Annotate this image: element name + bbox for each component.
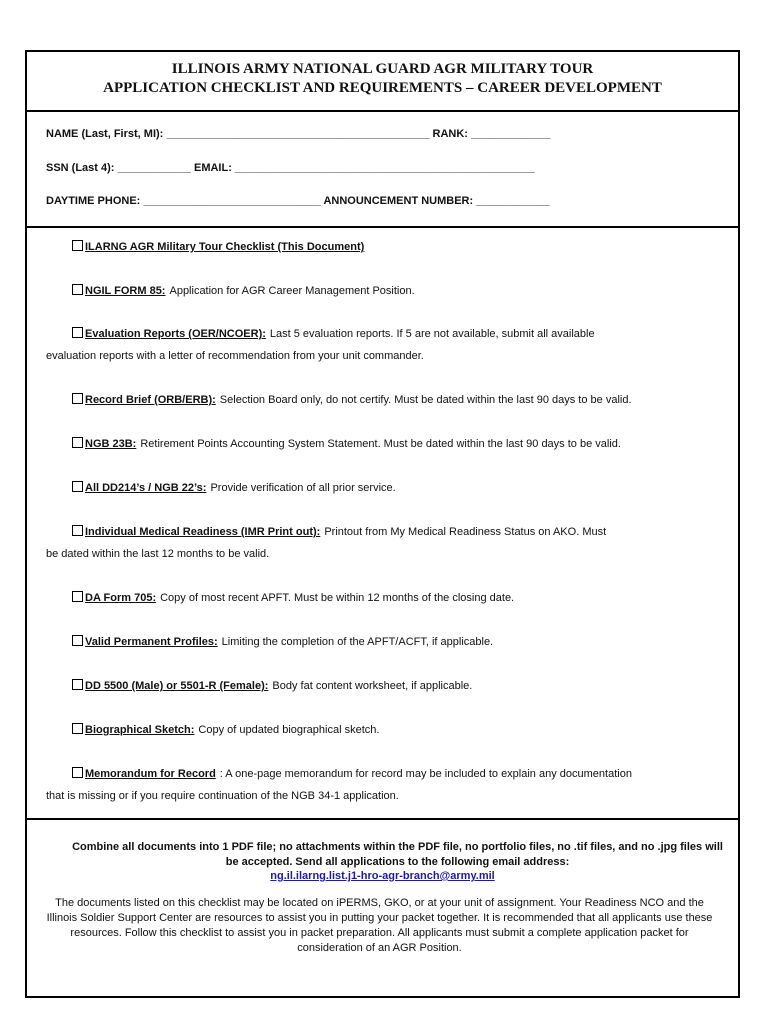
item-label: DD 5500 (Male) or 5501-R (Female): [85, 680, 269, 692]
title-line-1: ILLINOIS ARMY NATIONAL GUARD AGR MILITARY TOUR [171, 61, 594, 77]
resources-note: The documents listed on this checklist may be located on iPERMS, GKO, or at your unit of assignment. Your Readiness NCO and the Illinois Soldier Support Center are resources to assist you in putting your packet together. It is recommended that all applicants use these resources. Follow this checklist to assist you in packet preparation. All applicants must submit a complete application packet for consideration of an AGR Position. [46, 897, 713, 954]
item-text-continued: be dated within the last 12 months to be valid. [46, 548, 270, 560]
checkbox[interactable] [72, 525, 83, 536]
checkbox[interactable] [72, 393, 83, 404]
item-text: : A one-page memorandum for record may be included to explain any documentation [219, 768, 632, 780]
checkbox[interactable] [72, 591, 83, 602]
item-text: Copy of most recent APFT. Must be within 12 months of the closing date. [160, 592, 515, 604]
checklist-item [72, 433, 716, 455]
item-text: Application for AGR Career Management Position. [169, 285, 415, 297]
item-label: Individual Medical Readiness (IMR Print out): [85, 526, 321, 538]
item-text: Printout from My Medical Readiness Status on AKO. Must [324, 526, 607, 538]
checklist-item [46, 521, 716, 565]
checkbox[interactable] [72, 481, 83, 492]
item-label: All DD214’s / NGB 22’s: [85, 482, 207, 494]
checklist-item [72, 719, 716, 741]
checkbox[interactable] [72, 679, 83, 690]
title-box [27, 52, 738, 112]
item-text: Limiting the completion of the APFT/ACFT, if applicable. [221, 636, 494, 648]
item-text: Body fat content worksheet, if applicable. [272, 680, 473, 692]
item-text: Copy of updated biographical sketch. [198, 724, 380, 736]
item-label: DA Form 705: [85, 592, 157, 604]
item-text-continued: that is missing or if you require continuation of the NGB 34-1 application. [46, 790, 399, 802]
submission-footer [27, 818, 738, 996]
item-label: NGB 23B: [85, 438, 137, 450]
checklist-item [72, 587, 716, 609]
checkbox[interactable] [72, 284, 83, 295]
title-line-2: APPLICATION CHECKLIST AND REQUIREMENTS – CAREER DEVELOPMENT [103, 80, 662, 96]
checklist-item [46, 323, 716, 367]
item-text: Retirement Points Accounting System Statement. Must be dated within the last 90 days to be valid. [140, 438, 621, 450]
checklist-items [27, 226, 738, 820]
item-label: Valid Permanent Profiles: [85, 636, 218, 648]
checklist-item [46, 763, 716, 807]
checklist-item [72, 675, 716, 697]
item-label: NGIL FORM 85: [85, 285, 166, 297]
ssn-email-field[interactable]: SSN (Last 4): ____________ EMAIL: _________________________________________________ [46, 162, 535, 174]
submission-instructions: Combine all documents into 1 PDF file; no attachments within the PDF file, no portfolio files, no .tif files, and no .jpg files will be accepted. Send all applications to the following email address: [72, 841, 723, 868]
submission-email-link[interactable]: ng.il.ilarng.list.j1-hro-agr-branch@army.mil [270, 870, 495, 882]
checkbox[interactable] [72, 723, 83, 734]
item-text-continued: evaluation reports with a letter of recommendation from your unit commander. [46, 350, 424, 362]
item-label: ILARNG AGR Military Tour Checklist (This Document) [85, 241, 365, 253]
checkbox[interactable] [72, 437, 83, 448]
checkbox[interactable] [72, 240, 83, 251]
item-label: Memorandum for Record [85, 768, 216, 780]
checklist-item [72, 631, 716, 653]
item-text: Provide verification of all prior service. [210, 482, 396, 494]
item-label: Record Brief (ORB/ERB): [85, 394, 216, 406]
phone-announcement-field[interactable]: DAYTIME PHONE: _____________________________ ANNOUNCEMENT NUMBER: ____________ [46, 195, 550, 207]
checkbox[interactable] [72, 327, 83, 338]
checklist-item [72, 280, 716, 302]
item-text: Last 5 evaluation reports. If 5 are not available, submit all available [269, 328, 595, 340]
checklist-item [72, 389, 716, 411]
item-label: Evaluation Reports (OER/NCOER): [85, 328, 266, 340]
item-text: Selection Board only, do not certify. Must be dated within the last 90 days to be valid. [219, 394, 632, 406]
checklist-item [72, 236, 716, 258]
item-label: Biographical Sketch: [85, 724, 195, 736]
checklist-frame [25, 50, 740, 998]
checkbox[interactable] [72, 635, 83, 646]
checklist-item [72, 477, 716, 499]
applicant-fields [27, 112, 738, 228]
name-rank-field[interactable]: NAME (Last, First, MI): ___________________________________________ RANK: _____________ [46, 128, 551, 140]
checkbox[interactable] [72, 767, 83, 778]
